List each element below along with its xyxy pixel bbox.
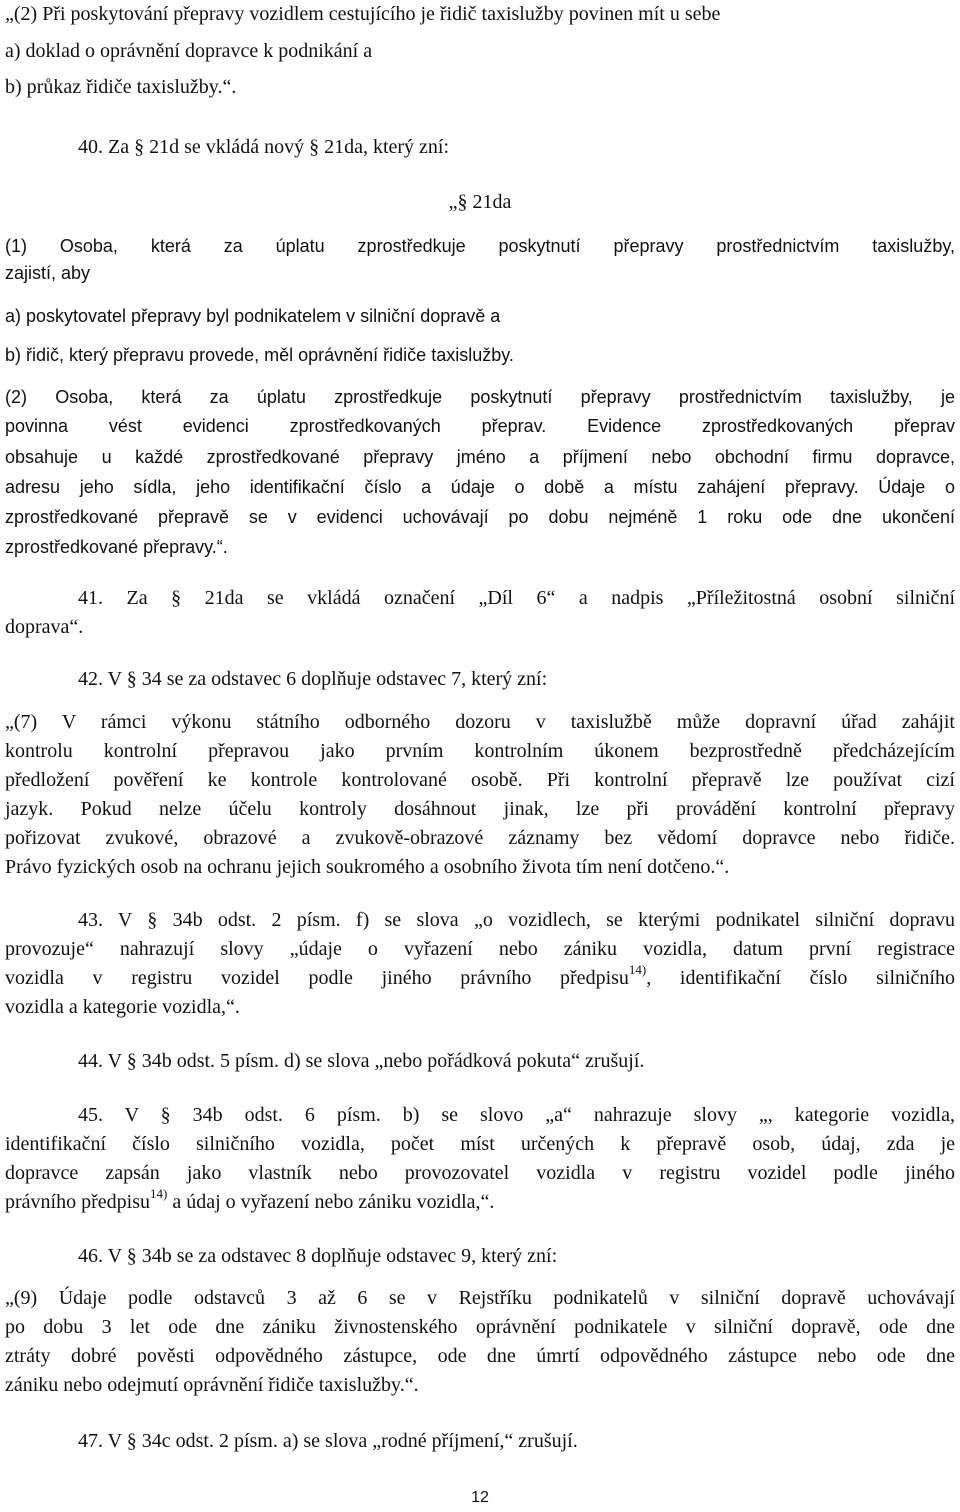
amendment-point-41: 41. Za § 21da se vkládá označení „Díl 6“ a nadpis „Příležitostná osobní silniční	[78, 587, 955, 609]
text-line: vozidla a kategorie vozidla,“.	[5, 996, 240, 1018]
text-line: Právo fyzických osob na ochranu jejich soukromého a osobního života tím není dotčeno.“.	[5, 856, 730, 878]
text-line: a) doklad o oprávnění dopravce k podnikání a	[5, 40, 373, 62]
text-line: ztráty dobré pověsti odpovědného zástupce, ode dne úmrtí odpovědného zástupce nebo ode dne	[5, 1345, 955, 1367]
text-line: obsahuje u každé zprostředkované přepravy jméno a příjmení nebo obchodní firmu dopravce,	[5, 447, 955, 467]
text-line: zprostředkované přepravě se v evidenci uchovávají po dobu nejméně 1 roku ode dne ukončení	[5, 507, 955, 527]
text-line: předložení pověření ke kontrole kontrolované osobě. Při kontrolní přepravě lze používat cizí	[5, 769, 955, 791]
text-line: provozuje“ nahrazují slovy „údaje o vyřazení nebo zániku vozidla, datum první registrace	[5, 938, 955, 960]
text-line: (1) Osoba, která za úplatu zprostředkuje poskytnutí přepravy prostřednictvím taxislužby,	[5, 236, 955, 256]
text-line: (2) Osoba, která za úplatu zprostředkuje poskytnutí přepravy prostřednictvím taxislužby, je	[5, 387, 955, 407]
text-line: b) průkaz řidiče taxislužby.“.	[5, 76, 237, 98]
text-line: „(7) V rámci výkonu státního odborného dozoru v taxislužbě může dopravní úřad zahájit	[5, 711, 955, 733]
footnote-ref: 14)	[628, 962, 647, 978]
text-line: zajistí, aby	[5, 263, 91, 283]
text-line: zániku nebo odejmutí oprávnění řidiče taxislužby.“.	[5, 1374, 419, 1396]
amendment-point-44: 44. V § 34b odst. 5 písm. d) se slova „nebo pořádková pokuta“ zrušují.	[78, 1050, 645, 1072]
footnote-ref: 14)	[149, 1186, 168, 1202]
text-line: doprava“.	[5, 616, 84, 638]
text-line: kontrolu kontrolní přepravou jako prvním kontrolním úkonem bezprostředně předcházejícím	[5, 740, 955, 762]
section-heading: „§ 21da	[448, 191, 512, 213]
text-line-with-footnote: právního předpisu$^{14)}$ a údaj o vyřazení nebo zániku vozidla,“.	[5, 1186, 495, 1213]
amendment-point-43: 43. V § 34b odst. 2 písm. f) se slova „o vozidlech, se kterými podnikatel silniční dopravu	[78, 909, 955, 931]
text-line: pořizovat zvukové, obrazové a zvukově-obrazové záznamy bez vědomí dopravce nebo řidiče.	[5, 827, 955, 849]
text-line: identifikační číslo silničního vozidla, počet míst určených k přepravě osob, údaj, zda je	[5, 1133, 955, 1155]
text-line: b) řidič, který přepravu provede, měl oprávnění řidiče taxislužby.	[5, 345, 514, 365]
text-line: adresu jeho sídla, jeho identifikační číslo a údaje o době a místu zahájení přepravy. Údaje o	[5, 477, 955, 497]
text-line: dopravce zapsán jako vlastník nebo provozovatel vozidla v registru vozidel podle jiného	[5, 1162, 955, 1184]
text-line: jazyk. Pokud nelze účelu kontroly dosáhnout jinak, lze při provádění kontrolní přepravy	[5, 798, 955, 820]
text-line: po dobu 3 let ode dne zániku živnostenského oprávnění podnikatele v silniční dopravě, ode dne	[5, 1316, 955, 1338]
amendment-point-42: 42. V § 34 se za odstavec 6 doplňuje odstavec 7, který zní:	[78, 668, 548, 690]
amendment-point-47: 47. V § 34c odst. 2 písm. a) se slova „rodné příjmení,“ zrušují.	[78, 1430, 578, 1452]
page-number: 12	[471, 1489, 489, 1506]
amendment-point-46: 46. V § 34b se za odstavec 8 doplňuje odstavec 9, který zní:	[78, 1245, 558, 1267]
text-line-with-footnote: vozidla v registru vozidel podle jiného právního předpisu$^{14)}$, identifikační číslo silničního	[5, 962, 955, 989]
amendment-point-45: 45. V § 34b odst. 6 písm. b) se slovo „a“ nahrazuje slovy „, kategorie vozidla,	[78, 1104, 955, 1126]
amendment-point-40: 40. Za § 21d se vkládá nový § 21da, který zní:	[78, 136, 450, 158]
text-line: a) poskytovatel přepravy byl podnikatelem v silniční dopravě a	[5, 306, 501, 326]
text-line: zprostředkované přepravy.“.	[5, 537, 228, 557]
text-line: „(2) Při poskytování přepravy vozidlem cestujícího je řidič taxislužby povinen mít u sebe	[5, 3, 721, 25]
text-line: „(9) Údaje podle odstavců 3 až 6 se v Rejstříku podnikatelů v silniční dopravě uchovávají	[5, 1287, 955, 1309]
text-line: povinna vést evidenci zprostředkovaných přeprav. Evidence zprostředkovaných přeprav	[5, 416, 955, 436]
